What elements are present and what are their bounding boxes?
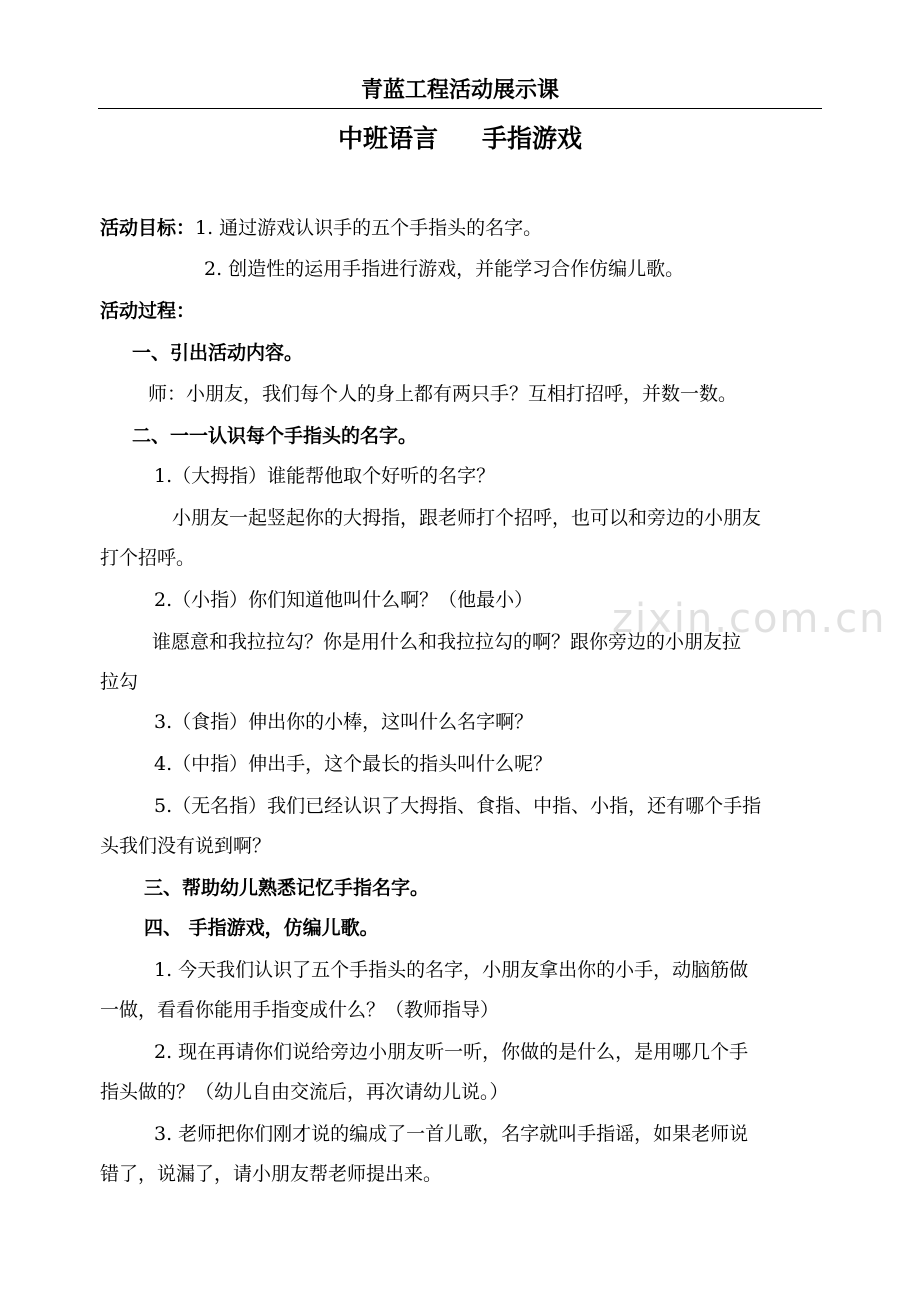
goal-item-2: 2. 创造性的运用手指进行游戏，并能学习合作仿编儿歌。 <box>204 258 685 280</box>
section-3-heading: 三、帮助幼儿熟悉记忆手指名字。 <box>144 877 430 899</box>
document-title <box>0 120 920 158</box>
goals-label: 活动目标： <box>100 217 196 239</box>
section-2-item-4: 4.（中指）伸出手，这个最长的指头叫什么呢？ <box>154 753 553 775</box>
section-2-item-1-text-a: 小朋友一起竖起你的大拇指，跟老师打个招呼，也可以和旁边的小朋友 <box>172 507 762 529</box>
section-4-item-1-b: 一做，看看你能用手指变成什么？（教师指导） <box>100 999 500 1021</box>
section-2-item-2-text-b: 拉勾 <box>100 671 139 693</box>
section-2-item-5-b: 头我们没有说到啊？ <box>100 835 272 857</box>
section-2-item-5-a: 5.（无名指）我们已经认识了大拇指、食指、中指、小指，还有哪个手指 <box>154 795 762 817</box>
section-2-item-2: 2.（小指）你们知道他叫什么啊？（他最小） <box>154 589 534 611</box>
goals-line-1 <box>100 214 542 242</box>
section-2-item-3: 3.（食指）伸出你的小棒，这叫什么名字啊？ <box>154 711 534 733</box>
section-2-item-1-text-b: 打个招呼。 <box>100 547 196 569</box>
header-rule <box>98 108 822 109</box>
section-2-item-2-text-a: 谁愿意和我拉拉勾？你是用什么和我拉拉勾的啊？跟你旁边的小朋友拉 <box>152 631 742 653</box>
section-4-item-3-a: 3. 老师把你们刚才说的编成了一首儿歌，名字就叫手指谣，如果老师说 <box>154 1123 749 1145</box>
section-1-heading: 一、引出活动内容。 <box>132 342 304 364</box>
section-4-item-2-a: 2. 现在再请你们说给旁边小朋友听一听，你做的是什么，是用哪几个手 <box>154 1041 749 1063</box>
section-4-item-3-b: 错了，说漏了，请小朋友帮老师提出来。 <box>100 1163 443 1185</box>
process-label: 活动过程： <box>100 300 196 322</box>
section-4-item-1-a: 1. 今天我们认识了五个手指头的名字，小朋友拿出你的小手，动脑筋做 <box>154 959 749 981</box>
section-2-item-1: 1.（大拇指）谁能帮他取个好听的名字？ <box>154 465 496 487</box>
title-topic: 手指游戏 <box>482 124 583 153</box>
section-1-text: 师：小朋友，我们每个人的身上都有两只手？互相打招呼，并数一数。 <box>148 383 738 405</box>
watermark: zixin.com.cn <box>612 596 887 642</box>
header-title: 青蓝工程活动展示课 <box>360 78 559 103</box>
section-4-heading: 四、 手指游戏，仿编儿歌。 <box>144 917 379 939</box>
section-4-item-2-b: 指头做的？（幼儿自由交流后，再次请幼儿说。） <box>100 1081 509 1103</box>
section-2-heading: 二、一一认识每个手指头的名字。 <box>132 425 418 447</box>
goal-item-1: 1. 通过游戏认识手的五个手指头的名字。 <box>195 217 543 239</box>
title-subject: 中班语言 <box>337 124 438 153</box>
